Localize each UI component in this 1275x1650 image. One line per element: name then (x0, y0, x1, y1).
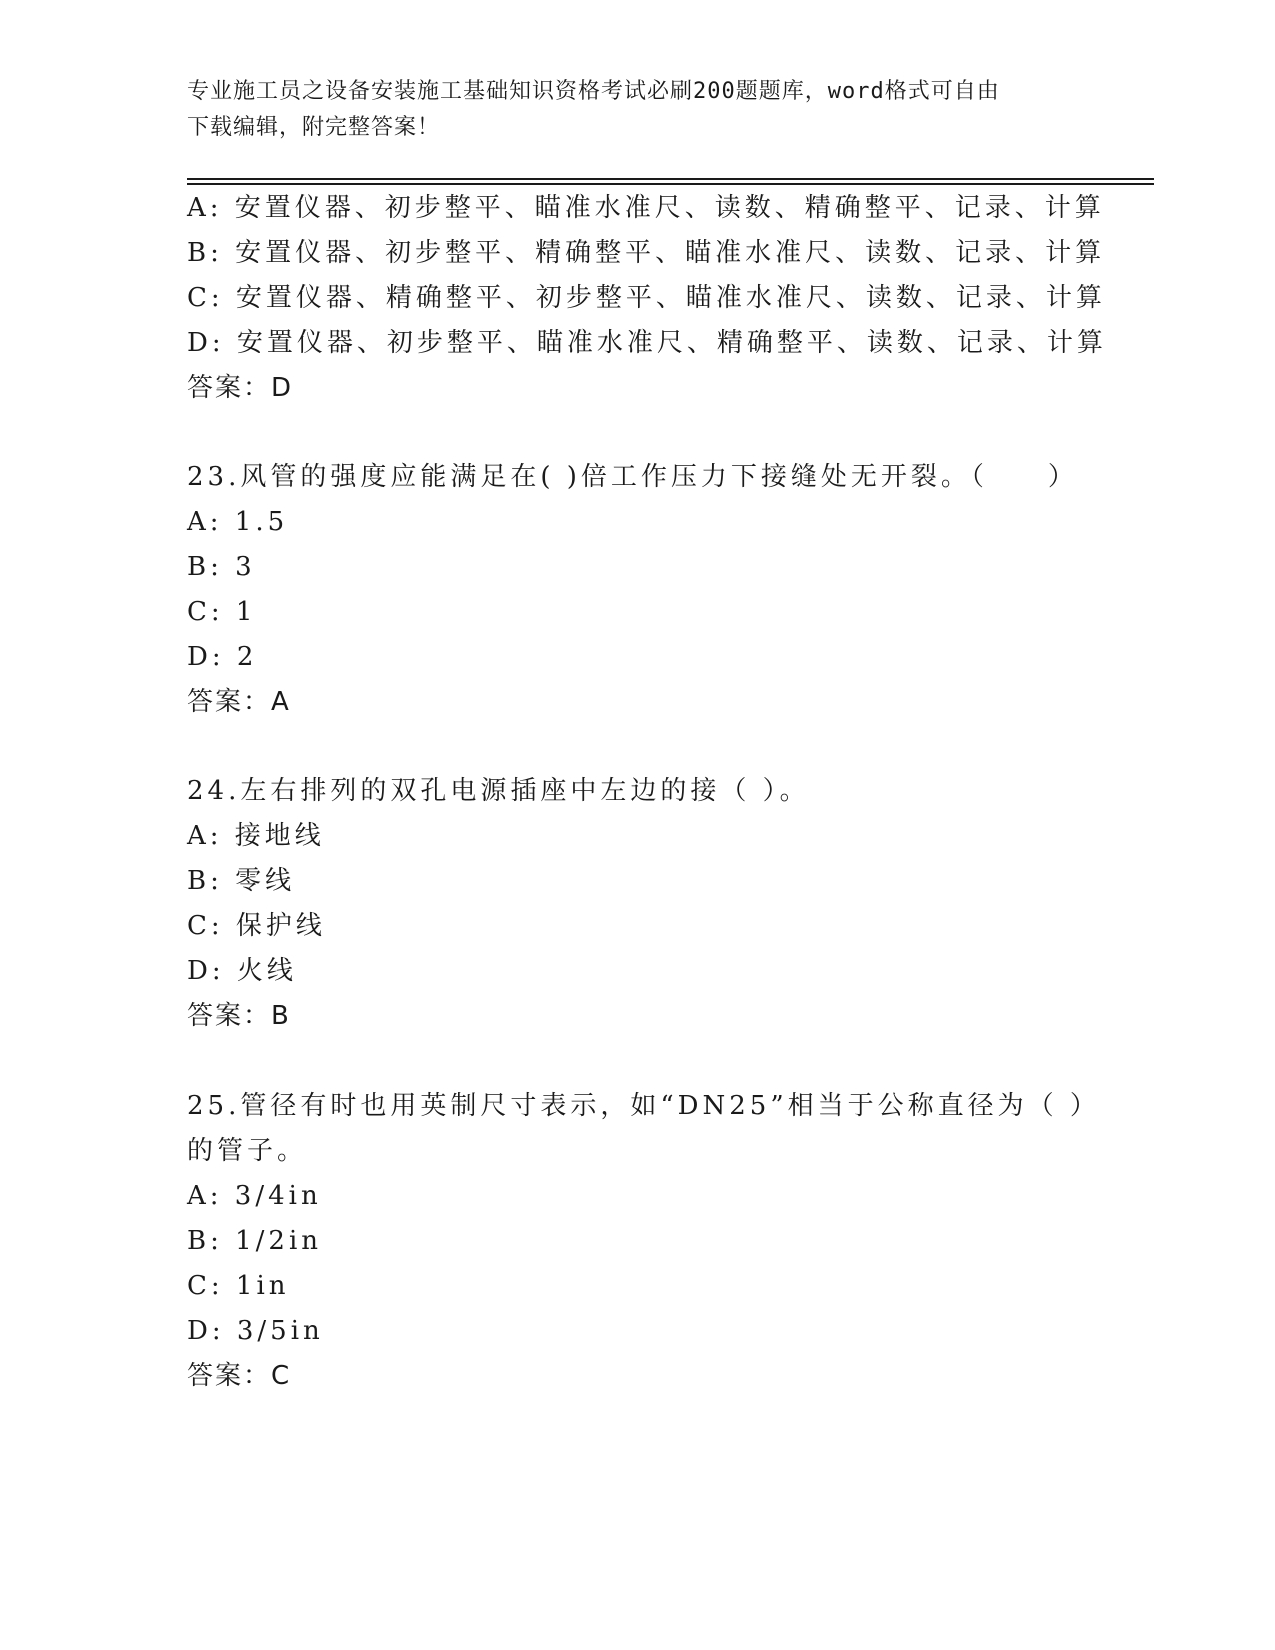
q25-option-d: D: 3/5in (187, 1316, 324, 1346)
q24-option-c: C: 保护线 (187, 911, 326, 941)
q23-option-c: C: 1 (187, 597, 257, 627)
q24-option-d: D: 火线 (187, 956, 297, 986)
q25-answer: 答案：C (187, 1361, 292, 1391)
q25-question-line-1: 25.管径有时也用英制尺寸表示，如“DN25”相当于公称直径为（ ） (187, 1091, 1100, 1121)
q25-question-line-2: 的管子。 (187, 1136, 308, 1166)
q22-option-b: B: 安置仪器、初步整平、精确整平、瞄准水准尺、读数、记录、计算 (187, 238, 1106, 268)
q25-option-b: B: 1/2in (187, 1226, 323, 1256)
q24-option-b: B: 零线 (187, 866, 296, 896)
q23-option-a: A: 1.5 (187, 507, 289, 537)
header-line-1: 专业施工员之设备安装施工基础知识资格考试必刷200题题库，word格式可自由 (187, 79, 1000, 104)
q22-option-c: C: 安置仪器、精确整平、初步整平、瞄准水准尺、读数、记录、计算 (187, 283, 1106, 313)
header-divider-bottom (187, 183, 1154, 185)
q24-option-a: A: 接地线 (187, 821, 325, 851)
q25-option-a: A: 3/4in (187, 1181, 322, 1211)
document-header (187, 74, 1067, 146)
q23-option-d: D: 2 (187, 642, 258, 672)
header-line-2: 下载编辑，附完整答案！ (187, 115, 441, 140)
q22-option-d: D: 安置仪器、初步整平、瞄准水准尺、精确整平、读数、记录、计算 (187, 328, 1107, 358)
q22-answer: 答案：D (187, 373, 294, 403)
q23-option-b: B: 3 (187, 552, 256, 582)
q23-answer: 答案：A (187, 687, 291, 717)
q23-question: 23.风管的强度应能满足在( )倍工作压力下接缝处无开裂。（ ） (187, 462, 1078, 492)
q25-option-c: C: 1in (187, 1271, 290, 1301)
header-divider-top (187, 178, 1154, 180)
q24-question: 24.左右排列的双孔电源插座中左边的接（ ）。 (187, 776, 810, 806)
q24-answer: 答案：B (187, 1001, 291, 1031)
q22-option-a: A: 安置仪器、初步整平、瞄准水准尺、读数、精确整平、记录、计算 (187, 193, 1105, 223)
